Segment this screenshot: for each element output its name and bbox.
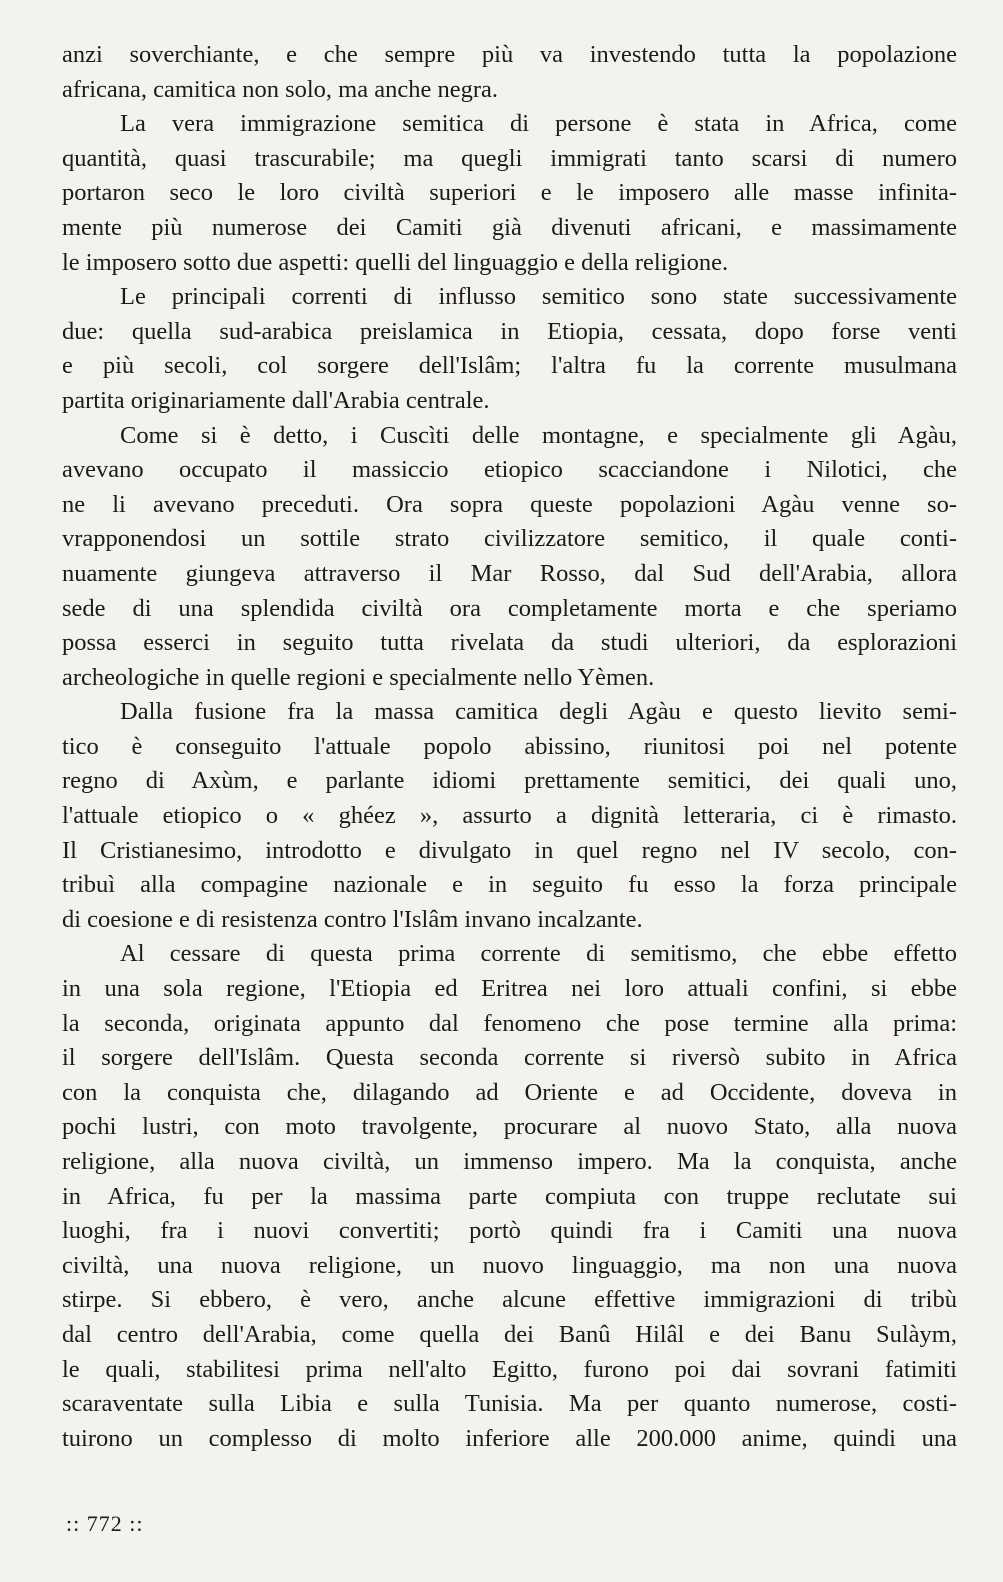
text-line: le quali, stabilitesi prima nell'alto Egitto, furono poi dai sovrani fatimiti [62, 1355, 957, 1383]
text-line: La vera immigrazione semitica di persone è stata in Africa, come [120, 110, 957, 138]
text-line: africana, camitica non solo, ma anche negra. [62, 75, 499, 103]
text-line: dal centro dell'Arabia, come quella dei Banû Hilâl e dei Banu Sulàym, [62, 1320, 957, 1348]
text-line: Dalla fusione fra la massa camitica degli Agàu e questo lievito semi- [120, 698, 957, 726]
text-line: archeologiche in quelle regioni e specialmente nello Yèmen. [62, 663, 655, 691]
text-line: ne li avevano preceduti. Ora sopra queste popolazioni Agàu venne so- [62, 490, 957, 518]
text-line: il sorgere dell'Islâm. Questa seconda corrente si riversò subito in Africa [62, 1044, 957, 1072]
text-line: scaraventate sulla Libia e sulla Tunisia. Ma per quanto numerose, costi- [62, 1390, 957, 1418]
text-line: possa esserci in seguito tutta rivelata da studi ulteriori, da esplorazioni [62, 629, 957, 657]
body-text [62, 38, 957, 1456]
text-line: Come si è detto, i Cuscìti delle montagne, e specialmente gli Agàu, [120, 421, 957, 449]
text-line: avevano occupato il massiccio etiopico scacciandone i Nilotici, che [62, 456, 957, 484]
text-line: due: quella sud-arabica preislamica in Etiopia, cessata, dopo forse venti [62, 317, 957, 345]
text-line: di coesione e di resistenza contro l'Islâm invano incalzante. [62, 905, 643, 933]
text-line: tico è conseguito l'attuale popolo abissino, riunitosi poi nel potente [62, 732, 957, 760]
text-line: nuamente giungeva attraverso il Mar Rosso, dal Sud dell'Arabia, allora [62, 559, 957, 587]
text-line: l'attuale etiopico o « ghéez », assurto a dignità letteraria, ci è rimasto. [62, 802, 957, 830]
text-line: in Africa, fu per la massima parte compiuta con truppe reclutate sui [62, 1182, 957, 1210]
text-line: portaron seco le loro civiltà superiori e le imposero alle masse infinita- [62, 179, 957, 207]
text-line: tuirono un complesso di molto inferiore alle 200.000 anime, quindi una [62, 1424, 957, 1452]
text-line: luoghi, fra i nuovi convertiti; portò quindi fra i Camiti una nuova [62, 1217, 957, 1245]
text-line: pochi lustri, con moto travolgente, procurare al nuovo Stato, alla nuova [62, 1113, 957, 1141]
text-line: regno di Axùm, e parlante idiomi prettamente semitici, dei quali uno, [62, 767, 957, 795]
text-line: vrapponendosi un sottile strato civilizzatore semitico, il quale conti- [62, 525, 957, 553]
text-line: quantità, quasi trascurabile; ma quegli immigrati tanto scarsi di numero [62, 144, 957, 172]
text-line: in una sola regione, l'Etiopia ed Eritrea nei loro attuali confini, si ebbe [62, 975, 957, 1003]
text-line: le imposero sotto due aspetti: quelli del linguaggio e della religione. [62, 248, 729, 276]
text-line: sede di una splendida civiltà ora completamente morta e che speriamo [62, 594, 957, 622]
text-line: civiltà, una nuova religione, un nuovo linguaggio, ma non una nuova [62, 1251, 957, 1279]
text-line: Il Cristianesimo, introdotto e divulgato in quel regno nel IV secolo, con- [62, 836, 957, 864]
text-line: religione, alla nuova civiltà, un immenso impero. Ma la conquista, anche [62, 1148, 957, 1175]
text-line: Le principali correnti di influsso semitico sono state successivamente [120, 283, 957, 311]
text-line: anzi soverchiante, e che sempre più va investendo tutta la popolazione [62, 41, 957, 68]
text-line: con la conquista che, dilagando ad Oriente e ad Occidente, doveva in [62, 1078, 957, 1106]
text-line: tribuì alla compagine nazionale e in seguito fu esso la forza principale [62, 871, 957, 899]
text-line: Al cessare di questa prima corrente di semitismo, che ebbe effetto [120, 940, 957, 968]
text-line: partita originariamente dall'Arabia centrale. [62, 386, 490, 414]
page-number: :: 772 :: [66, 1511, 144, 1536]
text-line: stirpe. Si ebbero, è vero, anche alcune effettive immigrazioni di tribù [62, 1286, 957, 1314]
text-line: la seconda, originata appunto dal fenomeno che pose termine alla prima: [62, 1009, 957, 1037]
text-line: e più secoli, col sorgere dell'Islâm; l'altra fu la corrente musulmana [62, 352, 957, 380]
text-line: mente più numerose dei Camiti già divenuti africani, e massimamente [62, 213, 957, 241]
